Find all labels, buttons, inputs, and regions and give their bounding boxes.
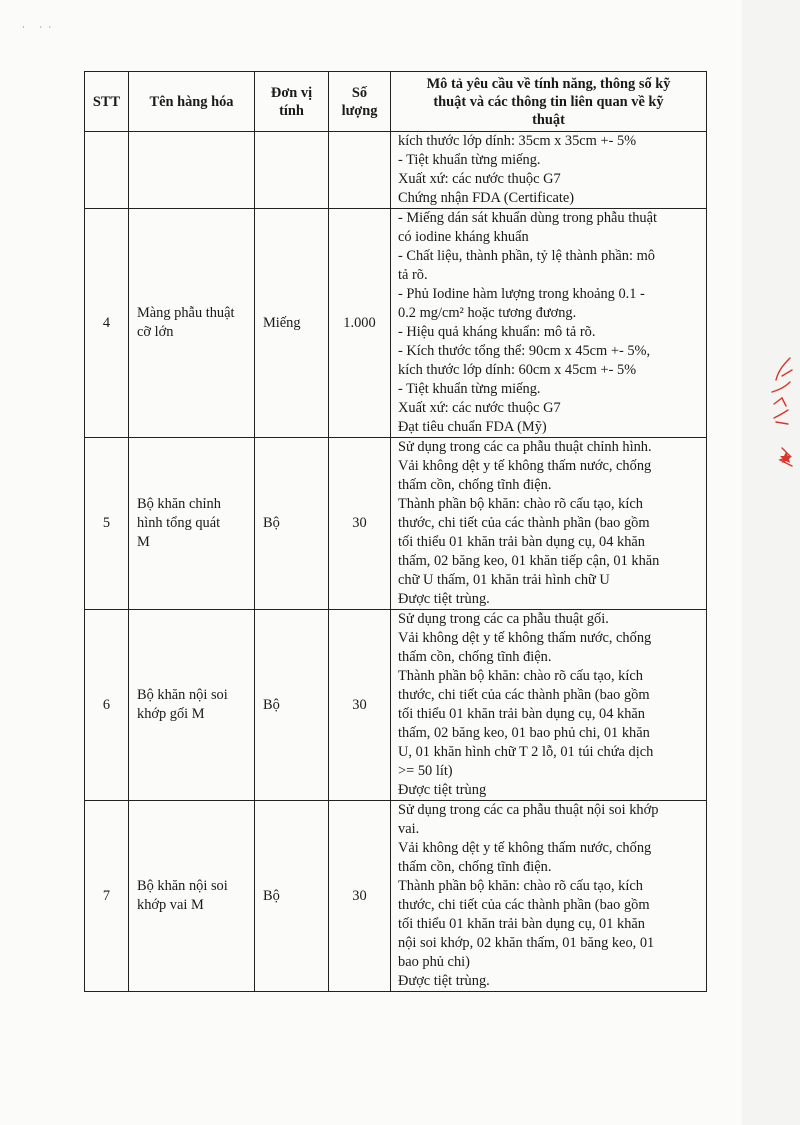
cell-item-name xyxy=(129,132,255,209)
cell-unit: Bộ xyxy=(255,610,329,801)
cell-stt: 6 xyxy=(85,610,129,801)
cell-stt xyxy=(85,132,129,209)
cell-stt: 7 xyxy=(85,801,129,992)
cell-unit: Bộ xyxy=(255,801,329,992)
table-row xyxy=(85,801,707,992)
header-quantity: Số lượng xyxy=(329,72,391,132)
header-unit: Đơn vị tính xyxy=(255,72,329,132)
table-header-row xyxy=(85,72,707,132)
cell-description: kích thước lớp dính: 35cm x 35cm +- 5% - Tiệt khuẩn từng miếng. Xuất xứ: các nước thuộc G7 Chứng nhận FDA (Certificate) xyxy=(391,132,707,209)
cell-quantity: 30 xyxy=(329,610,391,801)
specification-table xyxy=(84,71,707,992)
cell-item-name: Màng phẫu thuật cỡ lớn xyxy=(129,209,255,438)
table-row xyxy=(85,438,707,610)
cell-item-name: Bộ khăn nội soi khớp vai M xyxy=(129,801,255,992)
cell-unit: Bộ xyxy=(255,438,329,610)
cell-unit: Miếng xyxy=(255,209,329,438)
table-row xyxy=(85,209,707,438)
scan-edge xyxy=(742,0,800,1125)
cell-stt: 5 xyxy=(85,438,129,610)
header-item-name: Tên hàng hóa xyxy=(129,72,255,132)
cell-description: - Miếng dán sát khuẩn dùng trong phẫu thuật có iodine kháng khuẩn - Chất liệu, thành phần, tỷ lệ thành phần: mô tả rõ. - Phủ Iodine hàm lượng trong khoảng 0.1 - 0.2 mg/cm² hoặc tương đương. - Hiệu quả kháng khuẩn: mô tả rõ. - Kích thước tổng thể: 90cm x 45cm +- 5%, kích thước lớp dính: 60cm x 45cm +- 5% - Tiệt khuẩn từng miếng. Xuất xứ: các nước thuộc G7 Đạt tiêu chuẩn FDA (Mỹ) xyxy=(391,209,707,438)
table-row xyxy=(85,132,707,209)
cell-quantity: 1.000 xyxy=(329,209,391,438)
cell-quantity xyxy=(329,132,391,209)
cell-stt: 4 xyxy=(85,209,129,438)
red-stamp-fragment xyxy=(752,352,800,472)
cell-quantity: 30 xyxy=(329,438,391,610)
scan-marks: · ·· xyxy=(22,22,58,32)
cell-description: Sử dụng trong các ca phẫu thuật gối. Vải không dệt y tế không thấm nước, chống thấm cồn, chống tĩnh điện. Thành phần bộ khăn: chào rõ cấu tạo, kích thước, chi tiết của các thành phần (bao gồm tối thiểu 01 khăn trải bàn dụng cụ, 04 khăn thấm, 02 băng keo, 01 bao phủ chi, 01 khăn U, 01 khăn hình chữ T 2 lỗ, 01 túi chứa dịch >= 50 lít) Được tiệt trùng xyxy=(391,610,707,801)
cell-quantity: 30 xyxy=(329,801,391,992)
cell-description: Sử dụng trong các ca phẫu thuật nội soi khớp vai. Vải không dệt y tế không thấm nước, chống thấm cồn, chống tĩnh điện. Thành phần bộ khăn: chào rõ cấu tạo, kích thước, chi tiết của các thành phần (bao gồm tối thiểu 01 khăn trải bàn dụng cụ, 01 khăn nội soi khớp, 02 khăn thấm, 01 băng keo, 01 bao phủ chi) Được tiệt trùng. xyxy=(391,801,707,992)
header-stt: STT xyxy=(85,72,129,132)
cell-item-name: Bộ khăn nội soi khớp gối M xyxy=(129,610,255,801)
header-description: Mô tả yêu cầu về tính năng, thông số kỹ thuật và các thông tin liên quan về kỹ thuật xyxy=(391,72,707,132)
cell-item-name: Bộ khăn chỉnh hình tổng quát M xyxy=(129,438,255,610)
table-row xyxy=(85,610,707,801)
cell-unit xyxy=(255,132,329,209)
cell-description: Sử dụng trong các ca phẫu thuật chỉnh hình. Vải không dệt y tế không thấm nước, chống thấm cồn, chống tĩnh điện. Thành phần bộ khăn: chào rõ cấu tạo, kích thước, chi tiết của các thành phần (bao gồm tối thiểu 01 khăn trải bàn dụng cụ, 04 khăn thấm, 02 băng keo, 01 khăn tiếp cận, 01 khăn chữ U thấm, 01 khăn trải hình chữ U Được tiệt trùng. xyxy=(391,438,707,610)
